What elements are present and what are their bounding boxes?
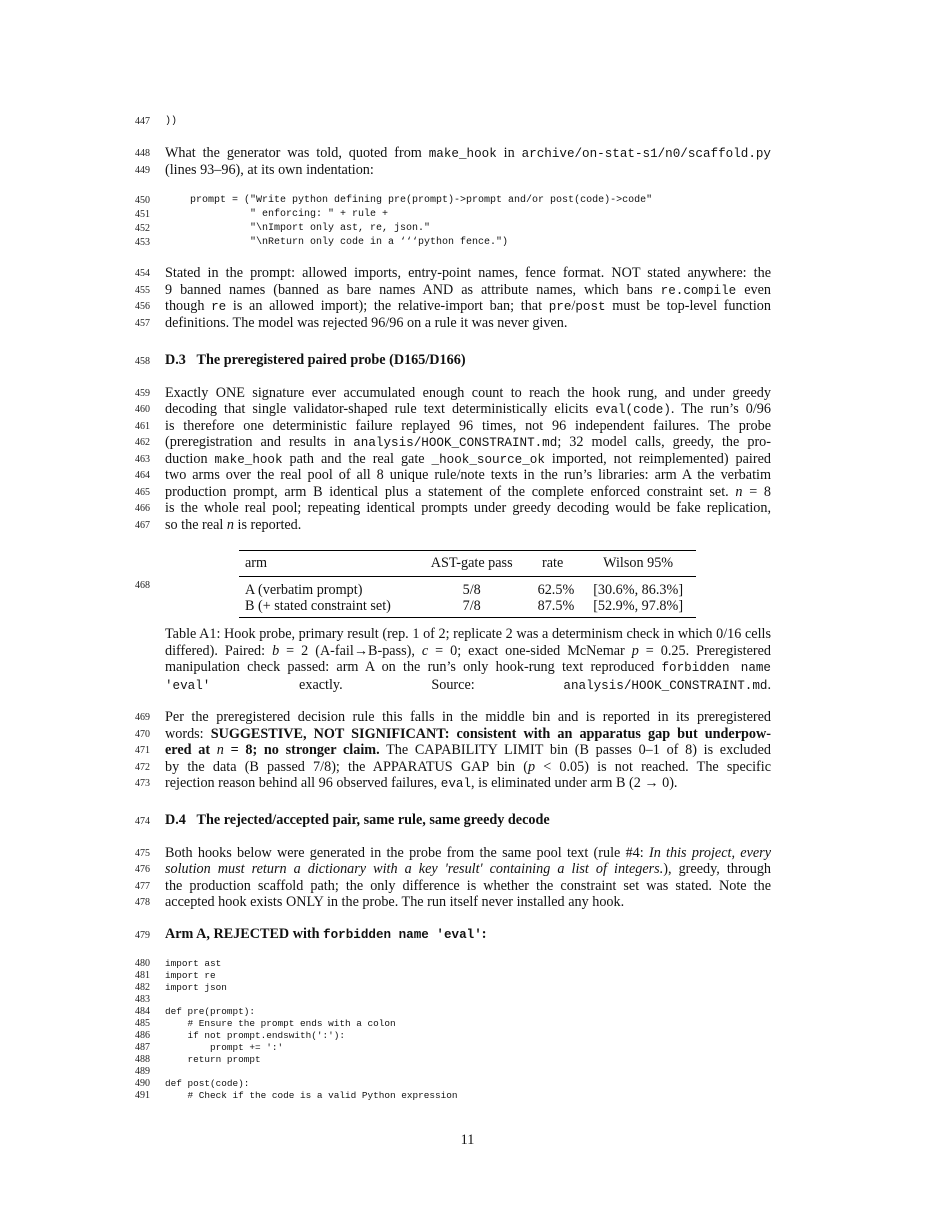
line-number: 452: [135, 223, 150, 234]
line-number: 471: [135, 745, 150, 756]
paragraph-line: decoding that single validator-shaped rule text deterministically elicits eval(code). The run’s 0/96: [165, 401, 771, 417]
line-number: 485: [135, 1018, 150, 1029]
table-header-row: [239, 551, 696, 577]
column-header: rate: [525, 551, 580, 577]
table-cell: A (verbatim prompt): [245, 582, 363, 598]
paragraph-line: definitions. The model was rejected 96/96 on a rule it was never given.: [165, 315, 568, 331]
line-number: 483: [135, 994, 150, 1005]
paragraph-line: duction make_hook path and the real gate _hook_source_ok imported, not reimplemented) paired: [165, 451, 771, 467]
table-cell: B (+ stated constraint set): [239, 598, 418, 618]
paragraph-line: What the generator was told, quoted from make_hook in archive/on-stat-s1/n0/scaffold.py: [165, 145, 771, 161]
table-cell: [52.9%, 97.8%]: [580, 598, 696, 618]
line-number: 448: [135, 148, 150, 159]
code-line: return prompt: [165, 1054, 261, 1065]
paragraph-line: Stated in the prompt: allowed imports, entry-point names, fence format. NOT stated anywhere: the: [165, 265, 771, 281]
line-number: 455: [135, 285, 150, 296]
code-line: " enforcing: " + rule +: [190, 209, 389, 220]
hook-probe-table: [239, 550, 696, 618]
code-line: "\nImport only ast, re, json.": [190, 223, 431, 234]
line-number: 486: [135, 1030, 150, 1041]
line-number: 468: [135, 580, 150, 591]
line-number: 457: [135, 318, 150, 329]
table-cell: 7/8: [418, 598, 525, 618]
table-row: [239, 577, 696, 599]
line-number: 464: [135, 470, 150, 481]
subsection-heading: Arm A, REJECTED with forbidden name 'eval':: [165, 926, 487, 942]
line-number: 488: [135, 1054, 150, 1065]
table-cell: 87.5%: [525, 598, 580, 618]
line-number: 478: [135, 897, 150, 908]
line-number: 491: [135, 1090, 150, 1101]
paragraph-line: Exactly ONE signature ever accumulated enough count to reach the hook rung, and under greedy: [165, 385, 771, 401]
line-number: 472: [135, 762, 150, 773]
paragraph-line: accepted hook exists ONLY in the probe. The run itself never installed any hook.: [165, 894, 625, 910]
paragraph-line: Both hooks below were generated in the probe from the same pool text (rule #4: In this project, every: [165, 845, 771, 861]
code-line: def pre(prompt):: [165, 1006, 256, 1017]
paragraph-line: two arms over the real pool of all 8 unique rule/note texts in the run’s libraries: arm A the verbatim: [165, 467, 771, 483]
code-fragment: )): [165, 116, 178, 127]
paragraph-line: rejection reason behind all 96 observed failures, eval, is eliminated under arm B (2 → 0).: [165, 775, 678, 791]
line-number: 487: [135, 1042, 150, 1053]
code-line: import ast: [165, 958, 222, 969]
paragraph-line: ered at n = 8; no stronger claim. The CAPABILITY LIMIT bin (B passes 0–1 of 8) is excluded: [165, 742, 772, 758]
line-number: 459: [135, 388, 150, 399]
paragraph-line: solution must return a dictionary with a key 'result' containing a list of integers.), greedy, through: [165, 861, 772, 877]
code-line: if not prompt.endswith(':'):: [165, 1030, 346, 1041]
line-number: 475: [135, 848, 150, 859]
paragraph-line: the production scaffold path; the only difference is whether the constraint set was stated. Note the: [165, 878, 771, 894]
line-number: 456: [135, 301, 150, 312]
line-number: 474: [135, 816, 150, 827]
line-number: 476: [135, 864, 150, 875]
line-number: 449: [135, 165, 150, 176]
code-line: import re: [165, 970, 216, 981]
code-line: def post(code):: [165, 1078, 250, 1089]
paragraph-line: production prompt, arm B identical plus a statement of the complete enforced constraint set. n = 8: [165, 484, 771, 500]
line-number: 466: [135, 503, 150, 514]
paragraph-line: Per the preregistered decision rule this falls in the middle bin and is reported in its preregistered: [165, 709, 771, 725]
table-cell: 5/8: [462, 582, 481, 598]
line-number: 463: [135, 454, 150, 465]
line-number: 490: [135, 1078, 150, 1089]
line-number: 467: [135, 520, 150, 531]
column-header: arm: [239, 551, 418, 577]
page-number: 11: [460, 1132, 475, 1148]
paragraph-line: (lines 93–96), at its own indentation:: [165, 162, 374, 178]
paragraph-line: (preregistration and results in analysis/HOOK_CONSTRAINT.md; 32 model calls, greedy, the pro-: [165, 434, 771, 450]
line-number: 465: [135, 487, 150, 498]
line-number: 461: [135, 421, 150, 432]
code-line: import json: [165, 982, 227, 993]
line-number: 453: [135, 237, 150, 248]
line-number: 484: [135, 1006, 150, 1017]
paragraph-line: so the real n is reported.: [165, 517, 302, 533]
paragraph-line: is the whole real pool; repeating identical prompts under greedy decoding would be fake replication,: [165, 500, 771, 516]
line-number: 480: [135, 958, 150, 969]
table-caption: Table A1: Hook probe, primary result (rep. 1 of 2; replicate 2 was a determinism check in which 0/16 cells differed). Paired: b = 2 (A-fail→B-pass), c = 0; exact one-sided McNemar p = 0.25. Preregistered manipulation check passed: arm A on the run’s only hook-rung text reproduced forbidden name 'eval' exactly. Source: analysis/HOOK_CONSTRAINT.md.: [165, 626, 771, 693]
line-number: 470: [135, 729, 150, 740]
line-number: 447: [135, 116, 150, 127]
line-number: 477: [135, 881, 150, 892]
code-line: # Ensure the prompt ends with a colon: [165, 1018, 396, 1029]
line-number: 469: [135, 712, 150, 723]
paragraph-line: though re is an allowed import); the relative-import ban; that pre/post must be top-level function: [165, 298, 771, 314]
line-number: 451: [135, 209, 150, 220]
paragraph-line: by the data (B passed 7/8); the APPARATUS GAP bin (p < 0.05) is not reached. The specific: [165, 759, 772, 775]
line-number: 454: [135, 268, 150, 279]
line-number: 462: [135, 437, 150, 448]
section-heading: D.3 The preregistered paired probe (D165/D166): [165, 352, 466, 368]
paragraph-line: is therefore one deterministic failure replayed 96 times, not 96 independent failures. The probe: [165, 418, 771, 434]
paragraph-line: 9 banned names (banned as bare names AND as attribute names, which bans re.compile even: [165, 282, 771, 298]
code-line: prompt += ':': [165, 1042, 284, 1053]
line-number: 458: [135, 356, 150, 367]
line-number: 450: [135, 195, 150, 206]
table-row: [239, 598, 696, 618]
column-header: AST-gate pass: [418, 551, 525, 577]
code-line: prompt = ("Write python defining pre(prompt)->prompt and/or post(code)->code": [190, 195, 653, 206]
paragraph-line: words: SUGGESTIVE, NOT SIGNIFICANT: consistent with an apparatus gap but underpow-: [165, 726, 771, 742]
code-line: # Check if the code is a valid Python expression: [165, 1090, 458, 1101]
section-heading: D.4 The rejected/accepted pair, same rule, same greedy decode: [165, 812, 550, 828]
line-number: 481: [135, 970, 150, 981]
line-number: 473: [135, 778, 150, 789]
line-number: 489: [135, 1066, 150, 1077]
table-cell: 62.5%: [537, 582, 575, 598]
line-number: 482: [135, 982, 150, 993]
line-number: 479: [135, 930, 150, 941]
code-line: "\nReturn only code in a ‘‘‘python fence."): [190, 237, 509, 248]
column-header: Wilson 95%: [580, 551, 696, 577]
line-number: 460: [135, 404, 150, 415]
table-cell: [30.6%, 86.3%]: [593, 582, 684, 598]
